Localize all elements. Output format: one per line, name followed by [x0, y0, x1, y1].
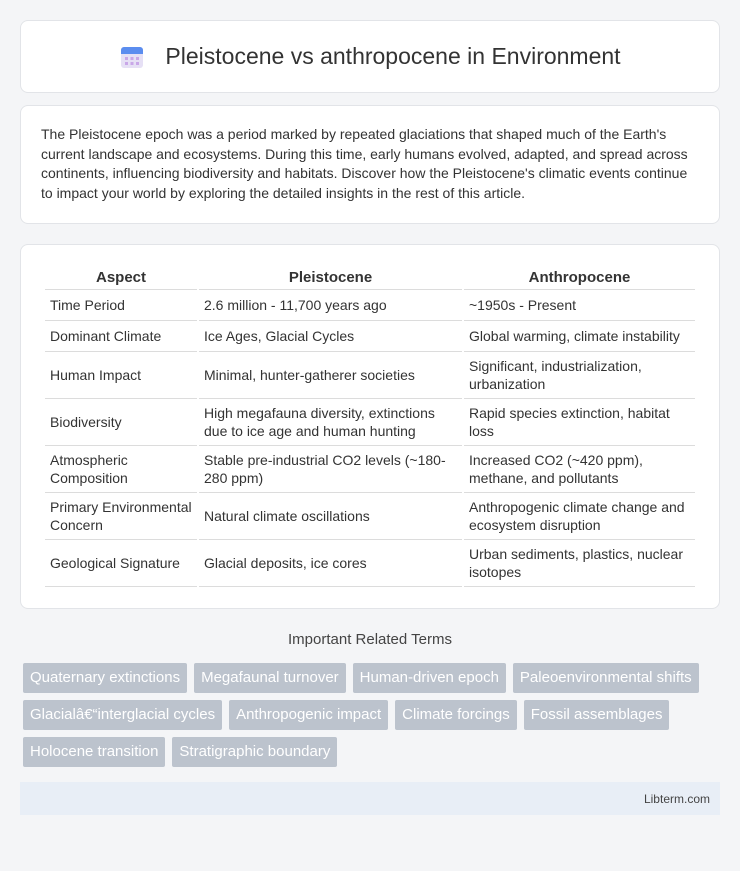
- term-tag[interactable]: Quaternary extinctions: [23, 663, 187, 693]
- table-header-row: [45, 263, 695, 290]
- table-cell: Human Impact: [45, 352, 197, 399]
- calendar-icon: [119, 44, 145, 70]
- table-cell: Increased CO2 (~420 ppm), methane, and pollutants: [464, 446, 695, 493]
- term-tag[interactable]: Megafaunal turnover: [194, 663, 346, 693]
- comparison-card: [20, 244, 720, 609]
- comparison-table: [43, 263, 697, 587]
- column-header: Aspect: [45, 263, 197, 290]
- footer: [20, 782, 720, 815]
- table-cell: ~1950s - Present: [464, 290, 695, 321]
- table-row: [45, 290, 695, 321]
- table-row: [45, 446, 695, 493]
- column-header: Anthropocene: [464, 263, 695, 290]
- table-row: [45, 540, 695, 587]
- table-cell: Natural climate oscillations: [199, 493, 462, 540]
- term-tag[interactable]: Glacialâ€“interglacial cycles: [23, 700, 222, 730]
- table-cell: Glacial deposits, ice cores: [199, 540, 462, 587]
- table-cell: Significant, industrialization, urbanization: [464, 352, 695, 399]
- table-cell: Primary Environmental Concern: [45, 493, 197, 540]
- table-cell: Time Period: [45, 290, 197, 321]
- term-tag[interactable]: Climate forcings: [395, 700, 517, 730]
- term-tag[interactable]: Paleoenvironmental shifts: [513, 663, 699, 693]
- term-tag[interactable]: Stratigraphic boundary: [172, 737, 337, 767]
- intro-card: [20, 105, 720, 224]
- table-cell: Minimal, hunter-gatherer societies: [199, 352, 462, 399]
- table-row: [45, 321, 695, 352]
- table-cell: Biodiversity: [45, 399, 197, 446]
- page-title: Pleistocene vs anthropocene in Environment: [165, 43, 621, 69]
- table-cell: High megafauna diversity, extinctions due to ice age and human hunting: [199, 399, 462, 446]
- related-terms-list: [20, 663, 720, 774]
- table-row: [45, 352, 695, 399]
- table-cell: 2.6 million - 11,700 years ago: [199, 290, 462, 321]
- term-tag[interactable]: Holocene transition: [23, 737, 165, 767]
- column-header: Pleistocene: [199, 263, 462, 290]
- table-cell: Stable pre-industrial CO2 levels (~180-280 ppm): [199, 446, 462, 493]
- term-tag[interactable]: Fossil assemblages: [524, 700, 670, 730]
- table-cell: Atmospheric Composition: [45, 446, 197, 493]
- table-cell: Anthropogenic climate change and ecosystem disruption: [464, 493, 695, 540]
- table-cell: Ice Ages, Glacial Cycles: [199, 321, 462, 352]
- table-row: [45, 399, 695, 446]
- table-cell: Global warming, climate instability: [464, 321, 695, 352]
- table-cell: Rapid species extinction, habitat loss: [464, 399, 695, 446]
- table-cell: Geological Signature: [45, 540, 197, 587]
- table-cell: Urban sediments, plastics, nuclear isotopes: [464, 540, 695, 587]
- term-tag[interactable]: Anthropogenic impact: [229, 700, 388, 730]
- related-terms-title: Important Related Terms: [288, 631, 452, 648]
- table-cell: Dominant Climate: [45, 321, 197, 352]
- term-tag[interactable]: Human-driven epoch: [353, 663, 506, 693]
- table-row: [45, 493, 695, 540]
- intro-text: The Pleistocene epoch was a period marked by repeated glaciations that shaped much of the Earth's current landscape and ecosystems. During this time, early humans evolved, adapted, and spread across continents, influencing biodiversity and habitats. Discover how the Pleistocene's climatic events continue to impact your world by exploring the detailed insights in the rest of this article.: [41, 126, 688, 201]
- header-card: [20, 20, 720, 93]
- footer-site-link[interactable]: Libterm.com: [643, 791, 710, 806]
